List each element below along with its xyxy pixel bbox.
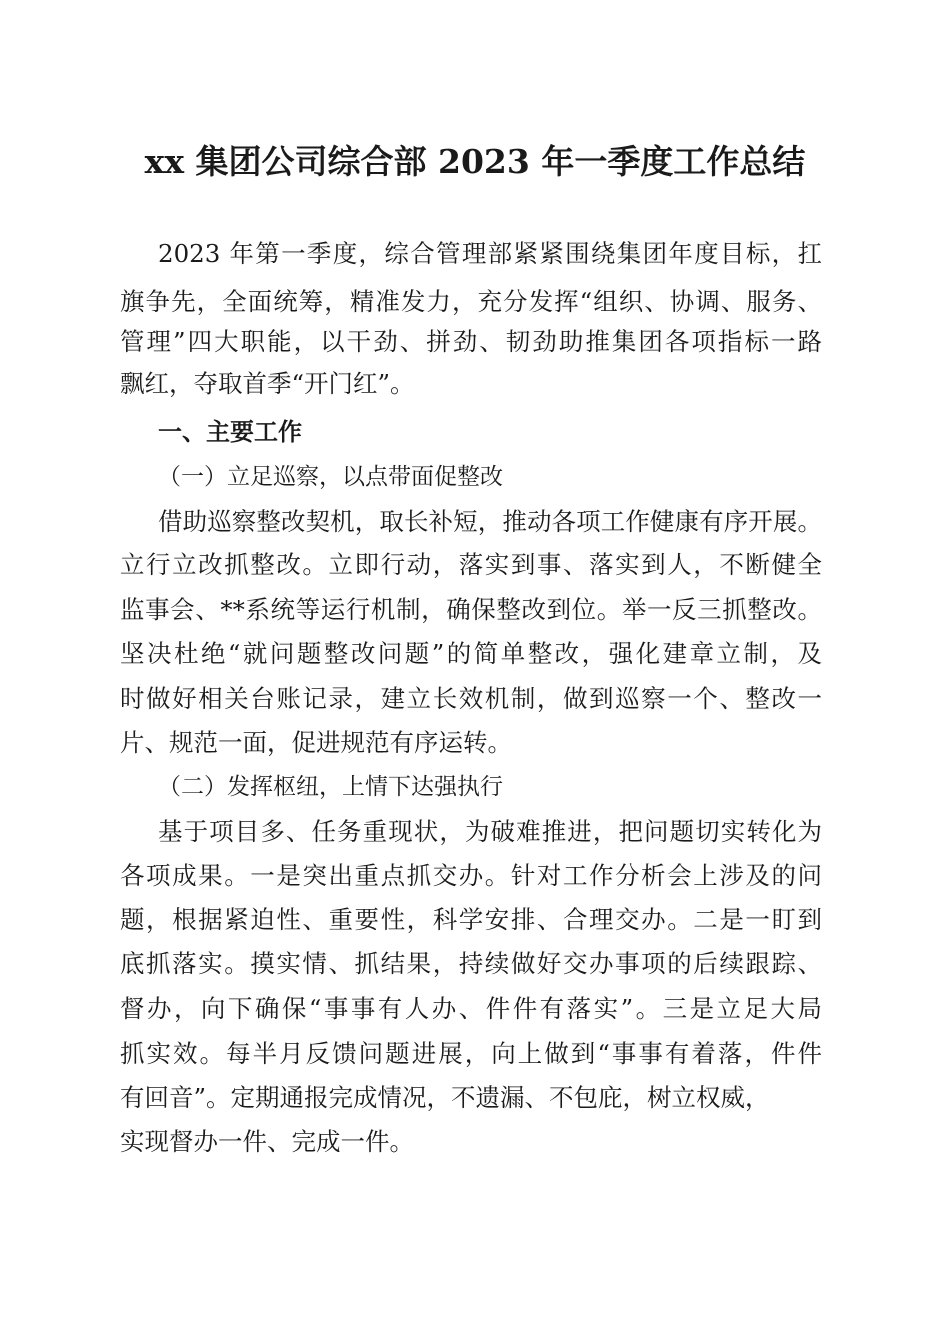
- sub2-line-5: 督办，向下确保“事事有人办、件件有落实”。三是立足大局: [120, 994, 822, 1023]
- sub1-line-6: 片、规范一面，促进规范有序运转。: [120, 728, 512, 757]
- sub1-line-5: 时做好相关台账记录，建立长效机制，做到巡察一个、整改一: [120, 684, 822, 713]
- intro-line-1: 2023 年第一季度，综合管理部紧紧围绕集团年度目标，扛: [158, 239, 822, 268]
- sub1-line-4: 坚决杜绝“就问题整改问题”的简单整改，强化建章立制，及: [120, 639, 822, 668]
- document-title: xx 集团公司综合部 2023 年一季度工作总结: [144, 142, 806, 181]
- sub2-line-2: 各项成果。一是突出重点抓交办。针对工作分析会上涉及的问: [120, 861, 822, 890]
- intro-line-4: 飘红，夺取首季“开门红”。: [120, 369, 415, 398]
- sub2-line-1: 基于项目多、任务重现状，为破难推进，把问题切实转化为: [158, 817, 822, 846]
- sub1-line-3: 监事会、**系统等运行机制，确保整改到位。举一反三抓整改。: [120, 595, 822, 624]
- sub2-line-3: 题，根据紧迫性、重要性，科学安排、合理交办。二是一盯到: [120, 905, 822, 934]
- subsection-heading-1: （一）立足巡察，以点带面促整改: [158, 464, 503, 490]
- sub2-line-7: 有回音”。定期通报完成情况，不遗漏、不包庇，树立权威，: [120, 1083, 770, 1112]
- sub2-line-8: 实现督办一件、完成一件。: [120, 1127, 414, 1156]
- sub2-line-4: 底抓落实。摸实情、抓结果，持续做好交办事项的后续跟踪、: [120, 949, 822, 978]
- intro-line-2: 旗争先，全面统筹，精准发力，充分发挥“组织、协调、服务、: [120, 287, 822, 316]
- sub2-line-6: 抓实效。每半月反馈问题进展，向上做到“事事有着落，件件: [120, 1039, 822, 1068]
- intro-line-3: 管理”四大职能，以干劲、拼劲、韧劲助推集团各项指标一路: [120, 327, 822, 356]
- section-heading-main-work: 一、主要工作: [158, 418, 302, 446]
- subsection-heading-2: （二）发挥枢纽，上情下达强执行: [158, 774, 503, 800]
- sub1-line-1: 借助巡察整改契机，取长补短，推动各项工作健康有序开展。: [158, 507, 822, 536]
- sub1-line-2: 立行立改抓整改。立即行动，落实到事、落实到人，不断健全: [120, 550, 822, 579]
